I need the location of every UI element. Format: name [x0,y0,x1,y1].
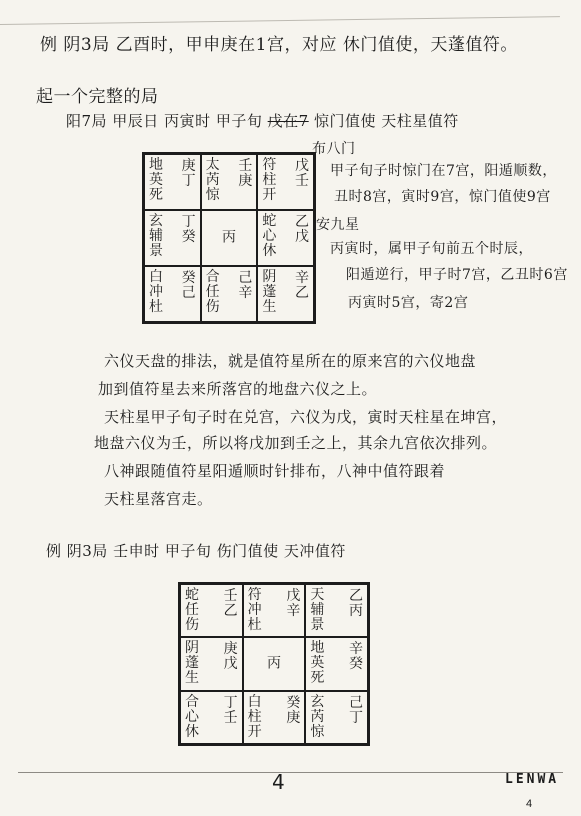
ruled-line-top [0,16,560,25]
palace-cell-8 [243,691,306,744]
palace-cell-tr: 辛 乙 [295,270,309,301]
example1-title-struck: 戊在7 [267,112,309,130]
example1-title-head: 阳7局 甲辰日 丙寅时 甲子旬 [66,112,263,130]
paragraph-line-5: 八神跟随值符星阳遁顺时针排布，八神中值符跟着 [104,462,446,480]
palace-cell-6 [257,210,314,266]
section-title: 起一个完整的局 [36,87,159,107]
palace-cell-5 [243,637,306,690]
example2-title: 例 阴3局 壬申时 甲子旬 伤门值使 天冲值符 [46,542,346,560]
palace-cell-tl: 白 冲 杜 [149,269,163,315]
palace-cell-3 [257,154,314,210]
palace-cell-tl: 天 辅 景 [310,587,325,633]
nine-palace-grid-1 [142,152,316,324]
paragraph-line-2: 加到值符星去来所落宫的地盘六仪之上。 [98,380,378,398]
palace-cell-tr: 庚 丁 [181,158,196,189]
palace-cell-tl: 地 英 死 [149,157,163,203]
paragraph-line-6: 天柱星落宫走。 [104,490,213,508]
palace-cell-tr: 戊 壬 [295,158,309,189]
palace-cell-3 [305,584,368,637]
paragraph-line-1: 六仪天盘的排法，就是值符星所在的原来宫的六仪地盘 [104,352,477,370]
page-number: 4 [272,770,285,794]
palace-cell-tl: 阴 蓬 生 [185,640,199,687]
example1-title-tail: 惊门值使 天柱星值符 [313,112,459,130]
palace-cell-tl: 白 柱 开 [247,693,262,740]
palace-cell-tr: 己 辛 [238,270,253,301]
note-line-3: 丙寅时，属甲子旬前五个时辰， [330,241,533,257]
palace-cell-mid: 丙 [266,655,281,672]
example1-title [66,110,459,131]
palace-cell-4 [144,210,201,266]
corner-page-number: 4 [526,798,533,810]
palace-cell-tr: 辛 癸 [349,641,363,673]
palace-cell-tr: 乙 丙 [349,588,363,619]
note-bumen: 布八门 [312,141,356,157]
nine-palace-grid-2 [178,582,370,746]
palace-cell-tl: 合 任 伤 [205,269,220,315]
palace-cell-2 [243,584,306,637]
palace-cell-tr: 庚 戊 [223,641,238,673]
palace-cell-8 [201,266,258,322]
palace-cell-tl: 玄 辅 景 [149,213,163,259]
palace-cell-tl: 蛇 任 伤 [185,587,199,633]
palace-cell-tr: 丁 癸 [181,214,196,245]
palace-cell-2 [201,154,258,210]
palace-cell-tr: 己 丁 [349,694,363,726]
paragraph-line-3: 天柱星甲子旬子时在兑宫，六仪为戊，寅时天柱星在坤宫， [104,408,508,426]
palace-cell-tr: 戊 辛 [286,588,301,619]
palace-cell-1 [180,584,243,637]
note-line-5: 丙寅时5宫，寄2宫 [348,295,469,311]
note-line-4: 阳遁逆行，甲子时7宫，乙丑时6宫 [346,267,568,283]
palace-cell-tl: 玄 芮 惊 [310,693,325,740]
palace-cell-tr: 癸 庚 [286,694,301,726]
palace-cell-7 [180,691,243,744]
palace-cell-7 [144,266,201,322]
palace-cell-tl: 太 芮 惊 [205,157,220,203]
palace-cell-tl: 阴 蓬 生 [262,269,277,315]
palace-cell-tr: 癸 己 [181,270,196,301]
palace-cell-tr: 丁 壬 [223,694,238,726]
palace-cell-1 [144,154,201,210]
paragraph-line-4: 地盘六仪为壬，所以将戊加到壬之上，其余九宫依次排列。 [94,434,498,452]
palace-cell-9 [305,691,368,744]
palace-cell-tl: 蛇 心 休 [262,213,277,259]
palace-cell-tl: 符 柱 开 [262,157,277,203]
palace-cell-tr: 乙 戊 [295,214,309,245]
note-line-2: 丑时8宫，寅时9宫，惊门值使9宫 [334,189,551,205]
note-line-1: 甲子旬子时惊门在7宫，阳遁顺数， [330,163,557,179]
palace-cell-mid: 丙 [221,229,236,246]
header-line: 例 阴3局 乙酉时，甲申庚在1宫，对应 休门值使，天蓬值符。 [40,35,518,55]
palace-cell-tl: 地 英 死 [310,640,325,687]
palace-cell-tl: 合 心 休 [185,693,199,740]
palace-cell-6 [305,637,368,690]
palace-cell-tl: 符 冲 杜 [247,587,262,633]
palace-cell-tr: 壬 乙 [223,588,238,619]
palace-cell-9 [257,266,314,322]
palace-cell-5 [201,210,258,266]
palace-cell-tr: 壬 庚 [238,158,253,189]
note-anxing: 安九星 [316,217,360,233]
ruled-line-bottom [18,772,563,773]
brand-logo: LENWA [505,772,560,787]
palace-cell-4 [180,637,243,690]
